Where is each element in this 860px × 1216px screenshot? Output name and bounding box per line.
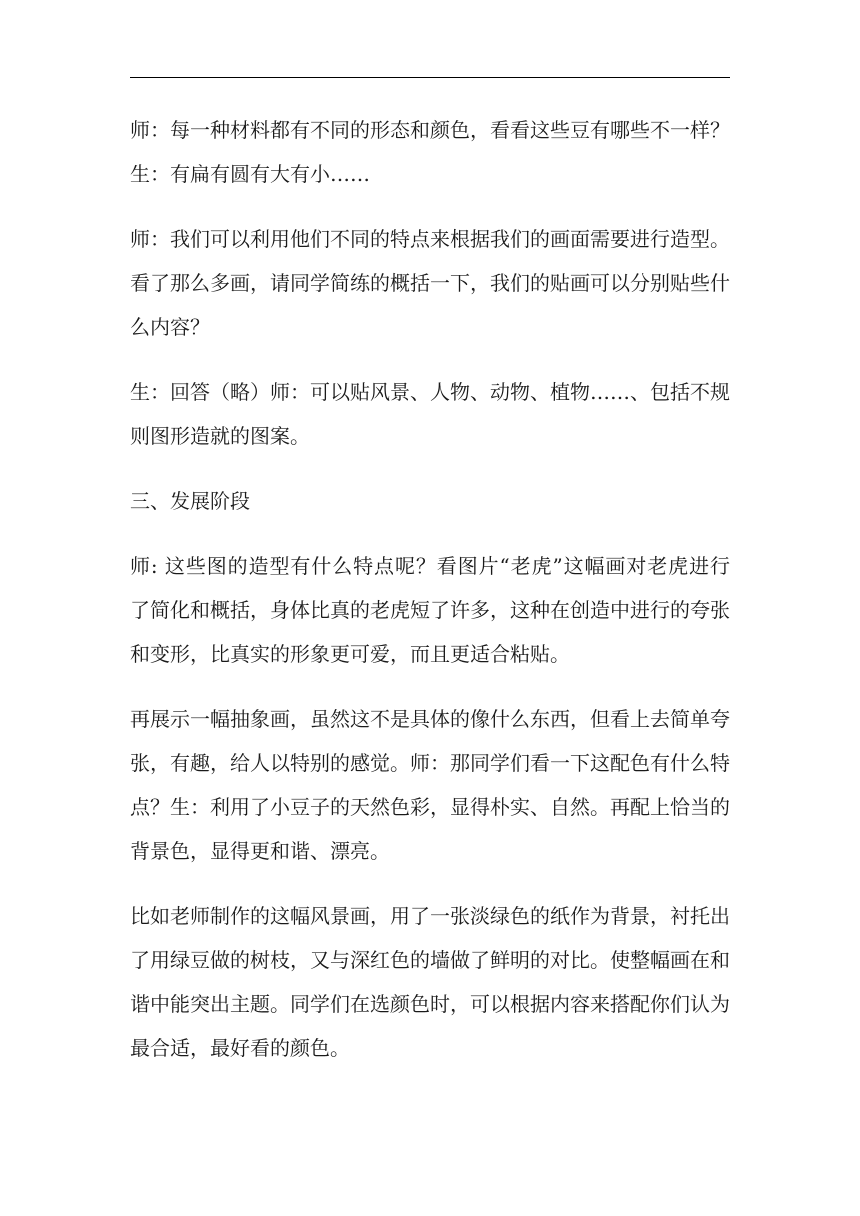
paragraph-line: 点？生：利用了小豆子的天然色彩，显得朴实、自然。再配上恰当的	[130, 795, 730, 819]
paragraph-line: 师：每一种材料都有不同的形态和颜色，看看这些豆有哪些不一样？	[130, 118, 730, 142]
paragraph-line: 最合适，最好看的颜色。	[130, 1036, 350, 1060]
paragraph-3	[130, 370, 730, 458]
paragraph-line: 比如老师制作的这幅风景画，用了一张淡绿色的纸作为背景，衬托出	[130, 904, 730, 928]
paragraph-line: 则图形造就的图案。	[130, 424, 310, 448]
header-rule	[130, 77, 730, 78]
paragraph-line: 师：我们可以利用他们不同的特点来根据我们的画面需要进行造型。	[130, 227, 730, 251]
paragraph-1	[130, 108, 730, 196]
paragraph-line: 师: 这些图的造型有什么特点呢？看图片“老虎”这幅画对老虎进行	[130, 554, 730, 578]
section-heading	[130, 479, 730, 523]
paragraph-line: 张，有趣，给人以特别的感觉。师：那同学们看一下这配色有什么特	[130, 751, 730, 775]
paragraph-line: 谐中能突出主题。同学们在选颜色时，可以根据内容来搭配你们认为	[130, 992, 730, 1016]
paragraph-line: 看了那么多画，请同学简练的概括一下，我们的贴画可以分别贴些什	[130, 271, 730, 295]
paragraph-line: 生：有扁有圆有大有小……	[130, 162, 370, 186]
section-heading-text: 三、发展阶段	[130, 489, 250, 513]
paragraph-line: 么内容？	[130, 315, 210, 339]
paragraph-4	[130, 544, 730, 676]
paragraph-line: 了用绿豆做的树枝，又与深红色的墙做了鲜明的对比。使整幅画在和	[130, 948, 730, 972]
paragraph-line: 生：回答（略）师：可以贴风景、人物、动物、植物……、包括不规	[130, 380, 730, 404]
paragraph-6	[130, 894, 730, 1070]
paragraph-line: 和变形，比真实的形象更可爱，而且更适合粘贴。	[130, 642, 570, 666]
paragraph-line: 了简化和概括，身体比真的老虎短了许多，这种在创造中进行的夸张	[130, 598, 730, 622]
paragraph-line: 背景色，显得更和谐、漂亮。	[130, 839, 390, 863]
document-body	[130, 108, 730, 1070]
paragraph-2	[130, 217, 730, 349]
paragraph-5	[130, 697, 730, 873]
paragraph-line: 再展示一幅抽象画，虽然这不是具体的像什么东西，但看上去简单夸	[130, 707, 730, 731]
